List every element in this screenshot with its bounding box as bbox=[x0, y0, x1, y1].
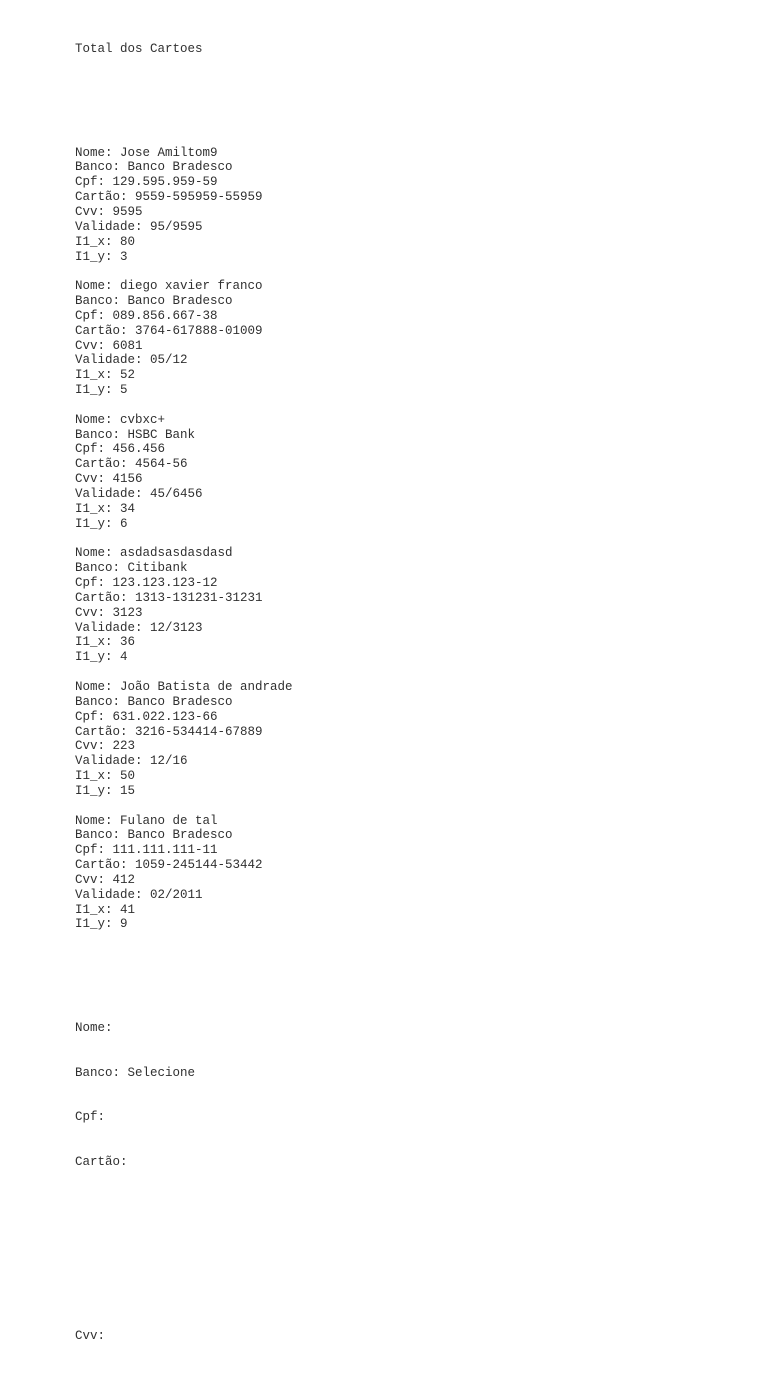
field-nome bbox=[75, 279, 293, 294]
label-validade: Validade: bbox=[75, 487, 143, 501]
value-i1x: 34 bbox=[120, 501, 136, 516]
field-cvv bbox=[75, 1329, 293, 1344]
label-validade: Validade: bbox=[75, 620, 143, 635]
label-i1x: I1_x: bbox=[75, 769, 113, 784]
label-cpf: Cpf: bbox=[75, 576, 106, 591]
value-nome: João Batista de andrade bbox=[120, 679, 293, 694]
label-cpf: Cpf: bbox=[75, 442, 106, 457]
field-nome bbox=[75, 680, 293, 695]
value-cartao: 3764-617888-01009 bbox=[135, 323, 263, 338]
label-cartao: Cartão: bbox=[75, 190, 128, 205]
value-i1y: 6 bbox=[120, 516, 128, 531]
field-i1x bbox=[75, 502, 293, 517]
record bbox=[75, 814, 293, 948]
label-cvv: Cvv: bbox=[75, 739, 106, 754]
label-cvv: Cvv: bbox=[75, 204, 106, 219]
label-nome: Nome: bbox=[75, 546, 113, 561]
label-i1y: I1_y: bbox=[75, 249, 113, 264]
value-banco: Banco Bradesco bbox=[127, 828, 233, 843]
value-cvv: 9595 bbox=[112, 204, 143, 219]
field-cartao bbox=[75, 591, 293, 606]
value-banco: Banco Bradesco bbox=[127, 160, 233, 175]
value-cartao: 1313-131231-31231 bbox=[135, 590, 263, 605]
label-cvv: Cvv: bbox=[75, 338, 106, 353]
value-cvv: 4156 bbox=[112, 472, 143, 487]
value-cartao: 1059-245144-53442 bbox=[135, 858, 263, 873]
record bbox=[75, 680, 293, 814]
field-validade bbox=[75, 888, 293, 903]
field-cartao bbox=[75, 725, 293, 740]
field-validade bbox=[75, 220, 293, 235]
label-cvv: Cvv: bbox=[75, 1329, 106, 1344]
field-cpf bbox=[75, 843, 293, 858]
value-cvv: 3123 bbox=[112, 605, 143, 620]
field-cvv bbox=[75, 739, 293, 754]
label-cpf: Cpf: bbox=[75, 1110, 106, 1125]
field-cvv bbox=[75, 205, 293, 220]
label-nome: Nome: bbox=[75, 412, 113, 427]
value-cpf: 456.456 bbox=[112, 442, 166, 457]
label-nome: Nome: bbox=[75, 679, 113, 694]
value-cartao: 9559-595959-55959 bbox=[135, 190, 263, 205]
label-i1x: I1_x: bbox=[75, 368, 113, 383]
label-validade: Validade: bbox=[75, 219, 143, 234]
spacer bbox=[75, 264, 293, 279]
value-banco: Selecione bbox=[127, 1065, 196, 1080]
label-nome: Nome: bbox=[75, 145, 113, 160]
label-i1x: I1_x: bbox=[75, 635, 113, 650]
value-i1x: 50 bbox=[120, 769, 136, 784]
value-nome: diego xavier franco bbox=[120, 279, 263, 294]
field-cpf bbox=[75, 175, 293, 190]
field-i1x bbox=[75, 635, 293, 650]
value-banco: Citibank bbox=[127, 561, 188, 576]
label-i1y: I1_y: bbox=[75, 383, 113, 398]
label-validade: Validade: bbox=[75, 887, 143, 902]
value-banco: Banco Bradesco bbox=[127, 294, 233, 309]
field-i1x bbox=[75, 769, 293, 784]
value-validade: 05/12 bbox=[150, 353, 188, 368]
records-list bbox=[75, 146, 293, 948]
spacer bbox=[75, 532, 293, 547]
value-cvv: 6081 bbox=[112, 338, 143, 353]
field-cvv bbox=[75, 339, 293, 354]
field-cartao bbox=[75, 457, 293, 472]
label-banco: Banco: bbox=[75, 828, 121, 843]
field-validade bbox=[75, 621, 293, 636]
field-cartao bbox=[75, 190, 293, 205]
value-i1y: 4 bbox=[120, 650, 128, 665]
label-i1x: I1_x: bbox=[75, 902, 113, 917]
label-cvv: Cvv: bbox=[75, 605, 106, 620]
field-cartao bbox=[75, 1155, 293, 1170]
field-i1y bbox=[75, 650, 293, 665]
value-cartao: 4564-56 bbox=[135, 457, 188, 472]
field-i1y bbox=[75, 250, 293, 265]
label-i1y: I1_y: bbox=[75, 783, 113, 798]
field-nome bbox=[75, 413, 293, 428]
field-cpf bbox=[75, 1110, 293, 1125]
label-cartao: Cartão: bbox=[75, 590, 128, 605]
label-i1y: I1_y: bbox=[75, 917, 113, 932]
field-i1y bbox=[75, 383, 293, 398]
field-banco bbox=[75, 160, 293, 175]
field-banco bbox=[75, 294, 293, 309]
label-banco: Banco: bbox=[75, 1065, 121, 1080]
record bbox=[75, 546, 293, 680]
field-banco bbox=[75, 828, 293, 843]
value-i1y: 5 bbox=[120, 383, 128, 398]
field-i1y bbox=[75, 784, 293, 799]
field-nome bbox=[75, 814, 293, 829]
label-banco: Banco: bbox=[75, 694, 121, 709]
label-banco: Banco: bbox=[75, 160, 121, 175]
field-i1x bbox=[75, 903, 293, 918]
spacer bbox=[75, 1200, 293, 1300]
field-cartao bbox=[75, 324, 293, 339]
field-i1y bbox=[75, 517, 293, 532]
document-title: Total dos Cartoes bbox=[75, 41, 203, 56]
spacer bbox=[75, 932, 293, 947]
empty-record bbox=[75, 992, 293, 1374]
value-validade: 12/3123 bbox=[150, 620, 203, 635]
label-cartao: Cartão: bbox=[75, 323, 128, 338]
label-i1x: I1_x: bbox=[75, 501, 113, 516]
value-banco: Banco Bradesco bbox=[127, 694, 233, 709]
field-cpf bbox=[75, 442, 293, 457]
field-nome bbox=[75, 546, 293, 561]
label-cartao: Cartão: bbox=[75, 457, 128, 472]
value-banco: HSBC Bank bbox=[127, 427, 196, 442]
label-validade: Validade: bbox=[75, 754, 143, 769]
field-banco bbox=[75, 695, 293, 710]
label-cartao: Cartão: bbox=[75, 1154, 128, 1169]
label-cvv: Cvv: bbox=[75, 472, 106, 487]
field-validade bbox=[75, 353, 293, 368]
value-i1y: 15 bbox=[120, 783, 136, 798]
value-nome: cvbxc+ bbox=[120, 412, 166, 427]
value-cvv: 412 bbox=[112, 872, 136, 887]
field-cvv bbox=[75, 472, 293, 487]
label-banco: Banco: bbox=[75, 561, 121, 576]
label-banco: Banco: bbox=[75, 294, 121, 309]
label-cartao: Cartão: bbox=[75, 858, 128, 873]
field-banco bbox=[75, 428, 293, 443]
field-cpf bbox=[75, 710, 293, 725]
field-cvv bbox=[75, 873, 293, 888]
label-nome: Nome: bbox=[75, 813, 113, 828]
label-cvv: Cvv: bbox=[75, 872, 106, 887]
value-cpf: 111.111.111-11 bbox=[112, 843, 218, 858]
value-validade: 95/9595 bbox=[150, 219, 203, 234]
value-i1y: 3 bbox=[120, 249, 128, 264]
value-nome: Jose Amiltom9 bbox=[120, 145, 218, 160]
label-nome: Nome: bbox=[75, 279, 113, 294]
value-cpf: 129.595.959-59 bbox=[112, 175, 218, 190]
field-cpf bbox=[75, 576, 293, 591]
record bbox=[75, 146, 293, 280]
label-i1y: I1_y: bbox=[75, 516, 113, 531]
label-banco: Banco: bbox=[75, 427, 121, 442]
label-cartao: Cartão: bbox=[75, 724, 128, 739]
spacer bbox=[75, 398, 293, 413]
label-nome: Nome: bbox=[75, 1021, 113, 1036]
label-cpf: Cpf: bbox=[75, 709, 106, 724]
value-i1x: 52 bbox=[120, 368, 136, 383]
document-body bbox=[75, 12, 293, 1389]
value-cvv: 223 bbox=[112, 739, 136, 754]
field-cpf bbox=[75, 309, 293, 324]
value-i1y: 9 bbox=[120, 917, 128, 932]
field-cartao bbox=[75, 858, 293, 873]
spacer bbox=[75, 799, 293, 814]
field-validade bbox=[75, 487, 293, 502]
value-i1x: 36 bbox=[120, 635, 136, 650]
label-cpf: Cpf: bbox=[75, 308, 106, 323]
value-validade: 02/2011 bbox=[150, 887, 203, 902]
value-cpf: 631.022.123-66 bbox=[112, 709, 218, 724]
field-i1y bbox=[75, 917, 293, 932]
value-validade: 12/16 bbox=[150, 754, 188, 769]
value-i1x: 41 bbox=[120, 902, 136, 917]
label-i1y: I1_y: bbox=[75, 650, 113, 665]
value-i1x: 80 bbox=[120, 234, 136, 249]
label-i1x: I1_x: bbox=[75, 234, 113, 249]
value-cpf: 123.123.123-12 bbox=[112, 576, 218, 591]
label-cpf: Cpf: bbox=[75, 175, 106, 190]
spacer bbox=[75, 665, 293, 680]
value-nome: Fulano de tal bbox=[120, 813, 218, 828]
record bbox=[75, 279, 293, 413]
field-validade bbox=[75, 754, 293, 769]
field-banco bbox=[75, 561, 293, 576]
field-i1x bbox=[75, 368, 293, 383]
value-validade: 45/6456 bbox=[150, 487, 203, 501]
label-validade: Validade: bbox=[75, 353, 143, 368]
value-cartao: 3216-534414-67889 bbox=[135, 724, 263, 739]
label-cpf: Cpf: bbox=[75, 843, 106, 858]
field-banco bbox=[75, 1066, 293, 1081]
spacer bbox=[75, 86, 293, 101]
field-i1x bbox=[75, 235, 293, 250]
record bbox=[75, 413, 293, 547]
field-cvv bbox=[75, 606, 293, 621]
value-cpf: 089.856.667-38 bbox=[112, 308, 218, 323]
field-nome bbox=[75, 146, 293, 161]
value-nome: asdadsasdasdasd bbox=[120, 546, 233, 561]
